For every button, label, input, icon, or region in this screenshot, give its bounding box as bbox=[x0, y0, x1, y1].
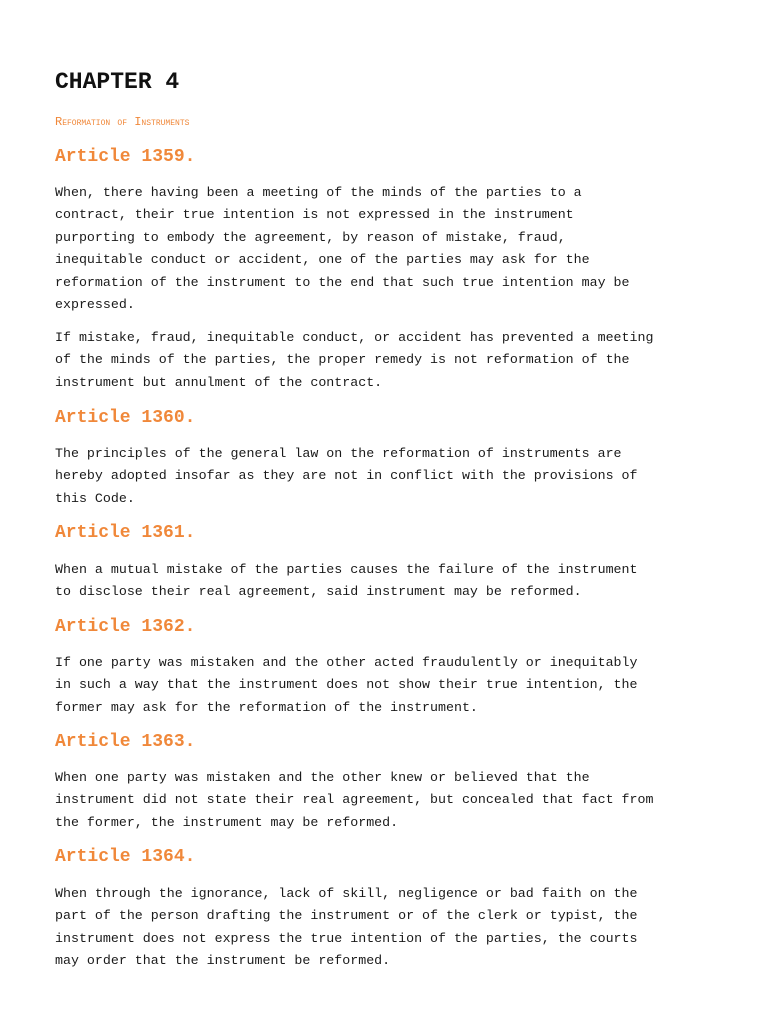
chapter-subtitle: Reformation of Instruments bbox=[55, 115, 190, 129]
article-heading-1362: Article 1362. bbox=[55, 617, 196, 637]
article-1362-paragraph-1: If one party was mistaken and the other acted fraudulently or inequitably in such a way that the instrument does not show their true intention, the former may ask for the reformation of the instrument. bbox=[55, 655, 638, 715]
article-1364-paragraph-1: When through the ignorance, lack of skill, negligence or bad faith on the part of the person drafting the instrument or of the clerk or typist, the instrument does not express the true intention of the parties, the courts may order that the instrument be reformed. bbox=[55, 886, 638, 969]
article-heading-1363: Article 1363. bbox=[55, 732, 196, 752]
article-1363-paragraph-1: When one party was mistaken and the other knew or believed that the instrument did not state their real agreement, but concealed that fact from the former, the instrument may be reformed. bbox=[55, 770, 654, 830]
article-1360-paragraph-1: The principles of the general law on the reformation of instruments are hereby adopted insofar as they are not in conflict with the provisions of this Code. bbox=[55, 446, 638, 506]
article-heading-1364: Article 1364. bbox=[55, 847, 196, 867]
article-1361-paragraph-1: When a mutual mistake of the parties causes the failure of the instrument to disclose their real agreement, said instrument may be reformed. bbox=[55, 562, 638, 600]
article-heading-1360: Article 1360. bbox=[55, 408, 196, 428]
chapter-title: CHAPTER 4 bbox=[55, 69, 180, 95]
article-heading-1361: Article 1361. bbox=[55, 523, 196, 543]
article-heading-1359: Article 1359. bbox=[55, 147, 196, 167]
article-1359-paragraph-1: When, there having been a meeting of the minds of the parties to a contract, their true intention is not expressed in the instrument purporting to embody the agreement, by reason of mistake, fraud, inequitable conduct or accident, one of the parties may ask for the reformation of the instrument to the end that such true intention may be expressed. bbox=[55, 185, 630, 313]
article-1359-paragraph-2: If mistake, fraud, inequitable conduct, or accident has prevented a meeting of the minds of the parties, the proper remedy is not reformation of the instrument but annulment of the contract. bbox=[55, 330, 654, 390]
